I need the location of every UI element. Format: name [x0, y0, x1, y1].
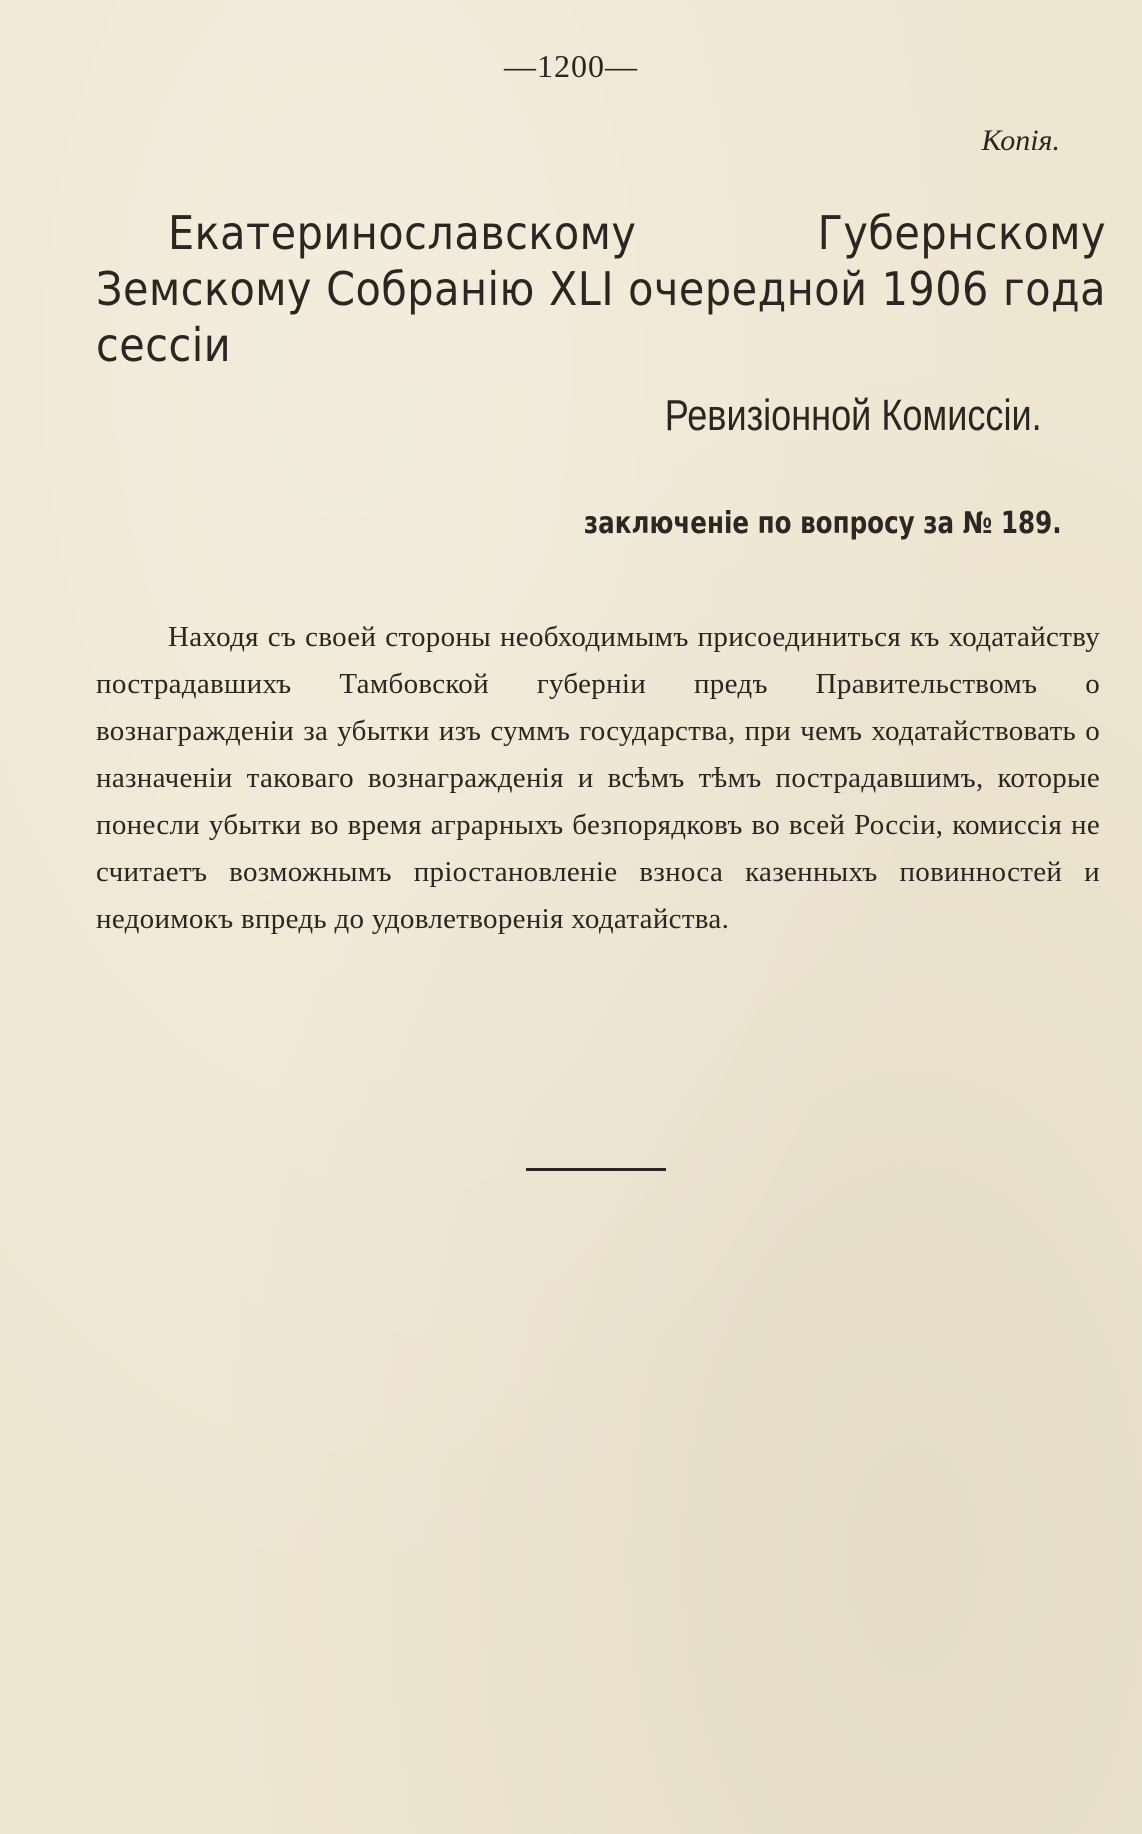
- section-heading: заключеніе по вопросу за № 189.: [584, 506, 1062, 541]
- page-number: —1200—: [504, 48, 638, 84]
- body-paragraph: Находя съ своей стороны необходимымъ присоединиться къ ходатайству пострадавшихъ Тамбовской губерніи предъ Правительствомъ о вознагражденіи за убытки изъ суммъ государства, при чемъ ходатайствовать о назначеніи таковаго вознагражденія и всѣмъ тѣмъ пострадавшимъ, которые понесли убытки во время аграрныхъ безпорядковъ во всей Россіи, комиссія не считаетъ возможнымъ пріостановленіе взноса казенныхъ повинностей и недоимокъ впредь до удовлетворенія ходатайства.: [96, 621, 1100, 935]
- commission-name: Ревизіонной Комиссіи.: [665, 391, 1042, 440]
- document-title: Екатеринославскому Губернскому Земскому Собранію XLI очередной 1906 года сессіи: [96, 206, 1106, 372]
- copy-mark: Копія.: [981, 124, 1060, 157]
- closing-rule: [526, 1168, 666, 1171]
